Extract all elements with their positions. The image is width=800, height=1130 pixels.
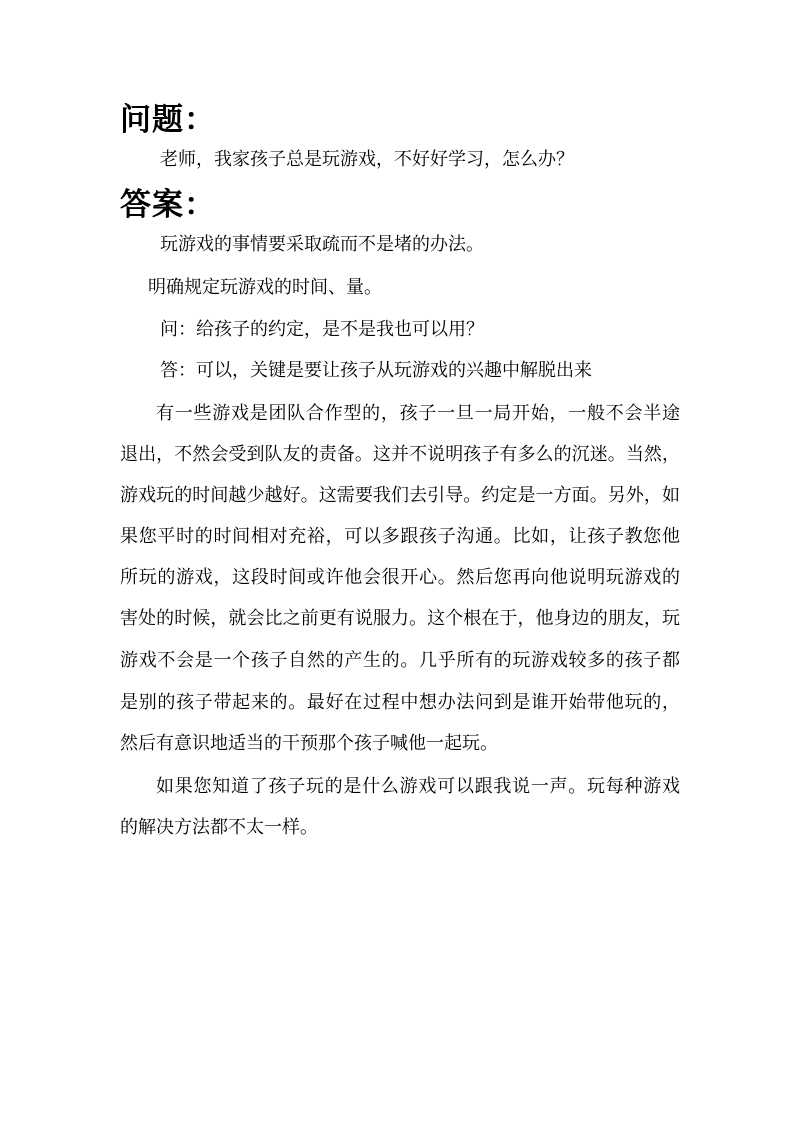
question-heading: 问题： — [120, 102, 216, 138]
answer-line: 明确规定玩游戏的时间、量。 — [148, 277, 382, 298]
paragraph-line: 游戏玩的时间越少越好。这需要我们去引导。约定是一方面。另外，如 — [120, 485, 680, 506]
answer-heading: 答案： — [120, 187, 216, 223]
answer-line: 玩游戏的事情要采取疏而不是堵的办法。 — [160, 234, 484, 255]
paragraph-line: 游戏不会是一个孩子自然的产生的。几乎所有的玩游戏较多的孩子都 — [120, 650, 680, 671]
paragraph-line: 如果您知道了孩子玩的是什么游戏可以跟我说一声。玩每种游戏 — [156, 776, 680, 797]
question-line: 问：给孩子的约定，是不是我也可以用？ — [160, 319, 484, 340]
paragraph-line: 果您平时的时间相对充裕，可以多跟孩子沟通。比如，让孩子教您他 — [120, 526, 680, 547]
answer-line: 答：可以，关键是要让孩子从玩游戏的兴趣中解脱出来 — [160, 360, 592, 381]
paragraph-line: 所玩的游戏，这段时间或许他会很开心。然后您再向他说明玩游戏的 — [120, 567, 680, 588]
question-text: 老师，我家孩子总是玩游戏，不好好学习，怎么办？ — [160, 149, 574, 170]
paragraph-line: 退出，不然会受到队友的责备。这并不说明孩子有多么的沉迷。当然， — [120, 444, 680, 465]
paragraph-line: 害处的时候，就会比之前更有说服力。这个根在于，他身边的朋友，玩 — [120, 608, 680, 629]
paragraph-line: 有一些游戏是团队合作型的，孩子一旦一局开始，一般不会半途 — [156, 403, 680, 424]
paragraph-line: 的解决方法都不太一样。 — [120, 817, 318, 838]
paragraph-line: 是别的孩子带起来的。最好在过程中想办法问到是谁开始带他玩的， — [120, 692, 680, 713]
paragraph-line: 然后有意识地适当的干预那个孩子喊他一起玩。 — [120, 733, 498, 754]
